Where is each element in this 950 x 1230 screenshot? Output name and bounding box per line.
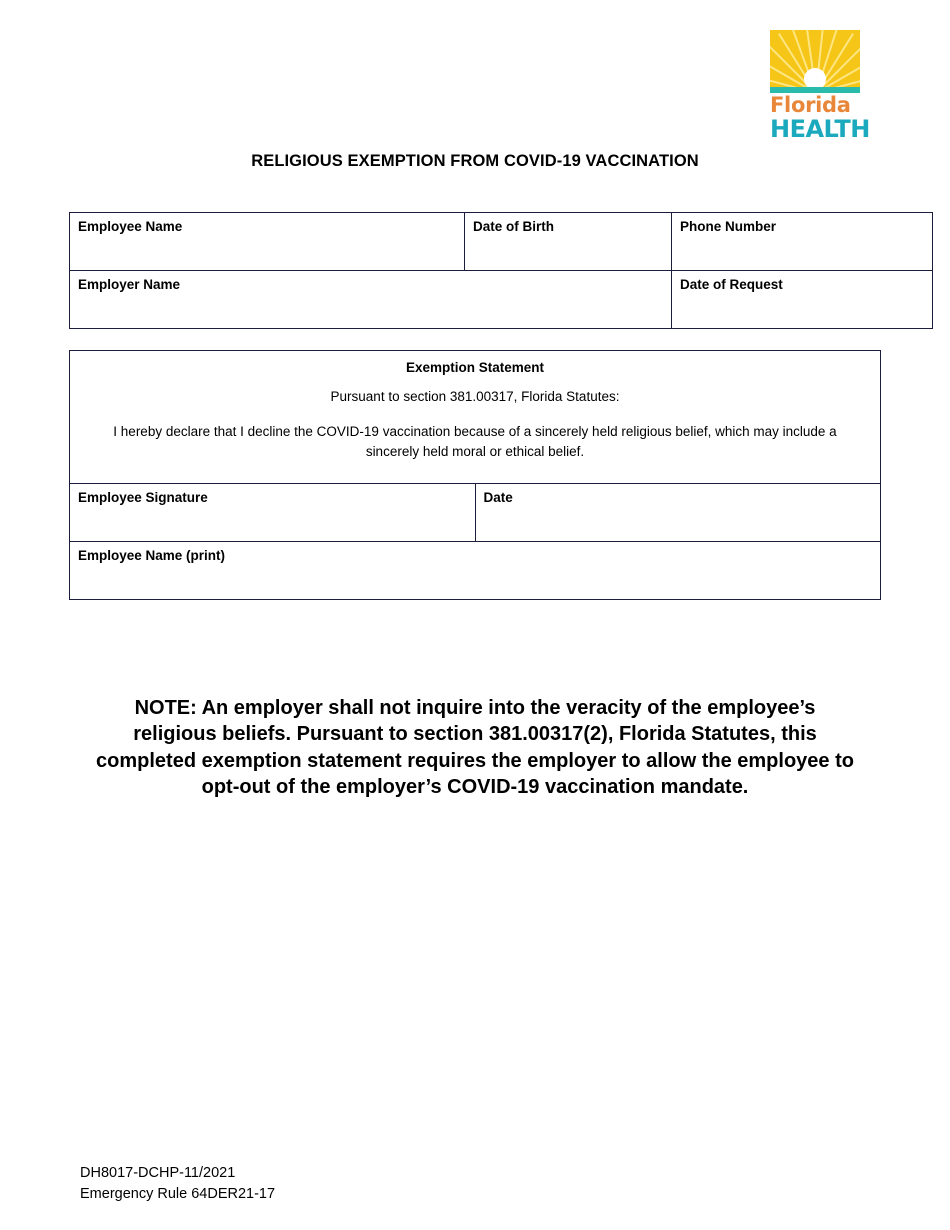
statute-line: Pursuant to section 381.00317, Florida Statutes: (330, 389, 620, 404)
page-title: RELIGIOUS EXEMPTION FROM COVID-19 VACCINATION (251, 152, 699, 170)
declaration-text: I hereby declare that I decline the COVID-19 vaccination because of a sincerely held religious belief, which may include a sincerely held moral or ethical belief. (113, 424, 837, 459)
water-band (770, 87, 860, 93)
employee-signature-label: Employee Signature (78, 490, 208, 506)
date-of-birth-label: Date of Birth (473, 219, 554, 234)
statement-heading: Exemption Statement (405, 360, 545, 375)
employee-name-cell[interactable] (70, 213, 465, 271)
footer (80, 1163, 275, 1205)
signature-date-label: Date (483, 490, 513, 506)
phone-number-cell[interactable] (672, 213, 933, 271)
table-row (70, 484, 881, 542)
footer-rule: Emergency Rule 64DER21-17 (80, 1186, 276, 1203)
employee-name-print-cell[interactable] (70, 542, 881, 600)
employee-name-label: Employee Name (78, 219, 183, 234)
date-of-birth-cell[interactable] (465, 213, 672, 271)
exemption-statement-table (69, 350, 881, 600)
identity-table (69, 212, 933, 329)
table-row (70, 213, 933, 271)
footer-form-number: DH8017-DCHP-11/2021 (80, 1165, 236, 1181)
employer-name-cell[interactable] (70, 271, 672, 329)
logo-health-text: HEALTH (770, 115, 870, 143)
signature-date-cell[interactable] (475, 484, 881, 542)
logo-wordmark (770, 93, 870, 143)
table-row (70, 351, 881, 484)
florida-health-logo (770, 30, 870, 143)
statement-cell (70, 351, 881, 484)
employee-signature-cell[interactable] (70, 484, 476, 542)
date-of-request-cell[interactable] (672, 271, 933, 329)
table-row (70, 271, 933, 329)
logo-florida-text: Florida (770, 93, 851, 117)
employer-name-label: Employer Name (78, 277, 181, 292)
employer-note: NOTE: An employer shall not inquire into the veracity of the employee’s religious beliefs. Pursuant to section 381.00317(2), Florida Statutes, this completed exemption statement requires the employer to allow the employee to opt-out of the employer’s COVID-19 vaccination mandate. (96, 697, 854, 799)
sunburst-icon (770, 30, 860, 93)
date-of-request-label: Date of Request (680, 277, 783, 292)
employee-name-print-label: Employee Name (print) (78, 548, 226, 564)
table-row (70, 542, 881, 600)
phone-number-label: Phone Number (680, 219, 777, 234)
